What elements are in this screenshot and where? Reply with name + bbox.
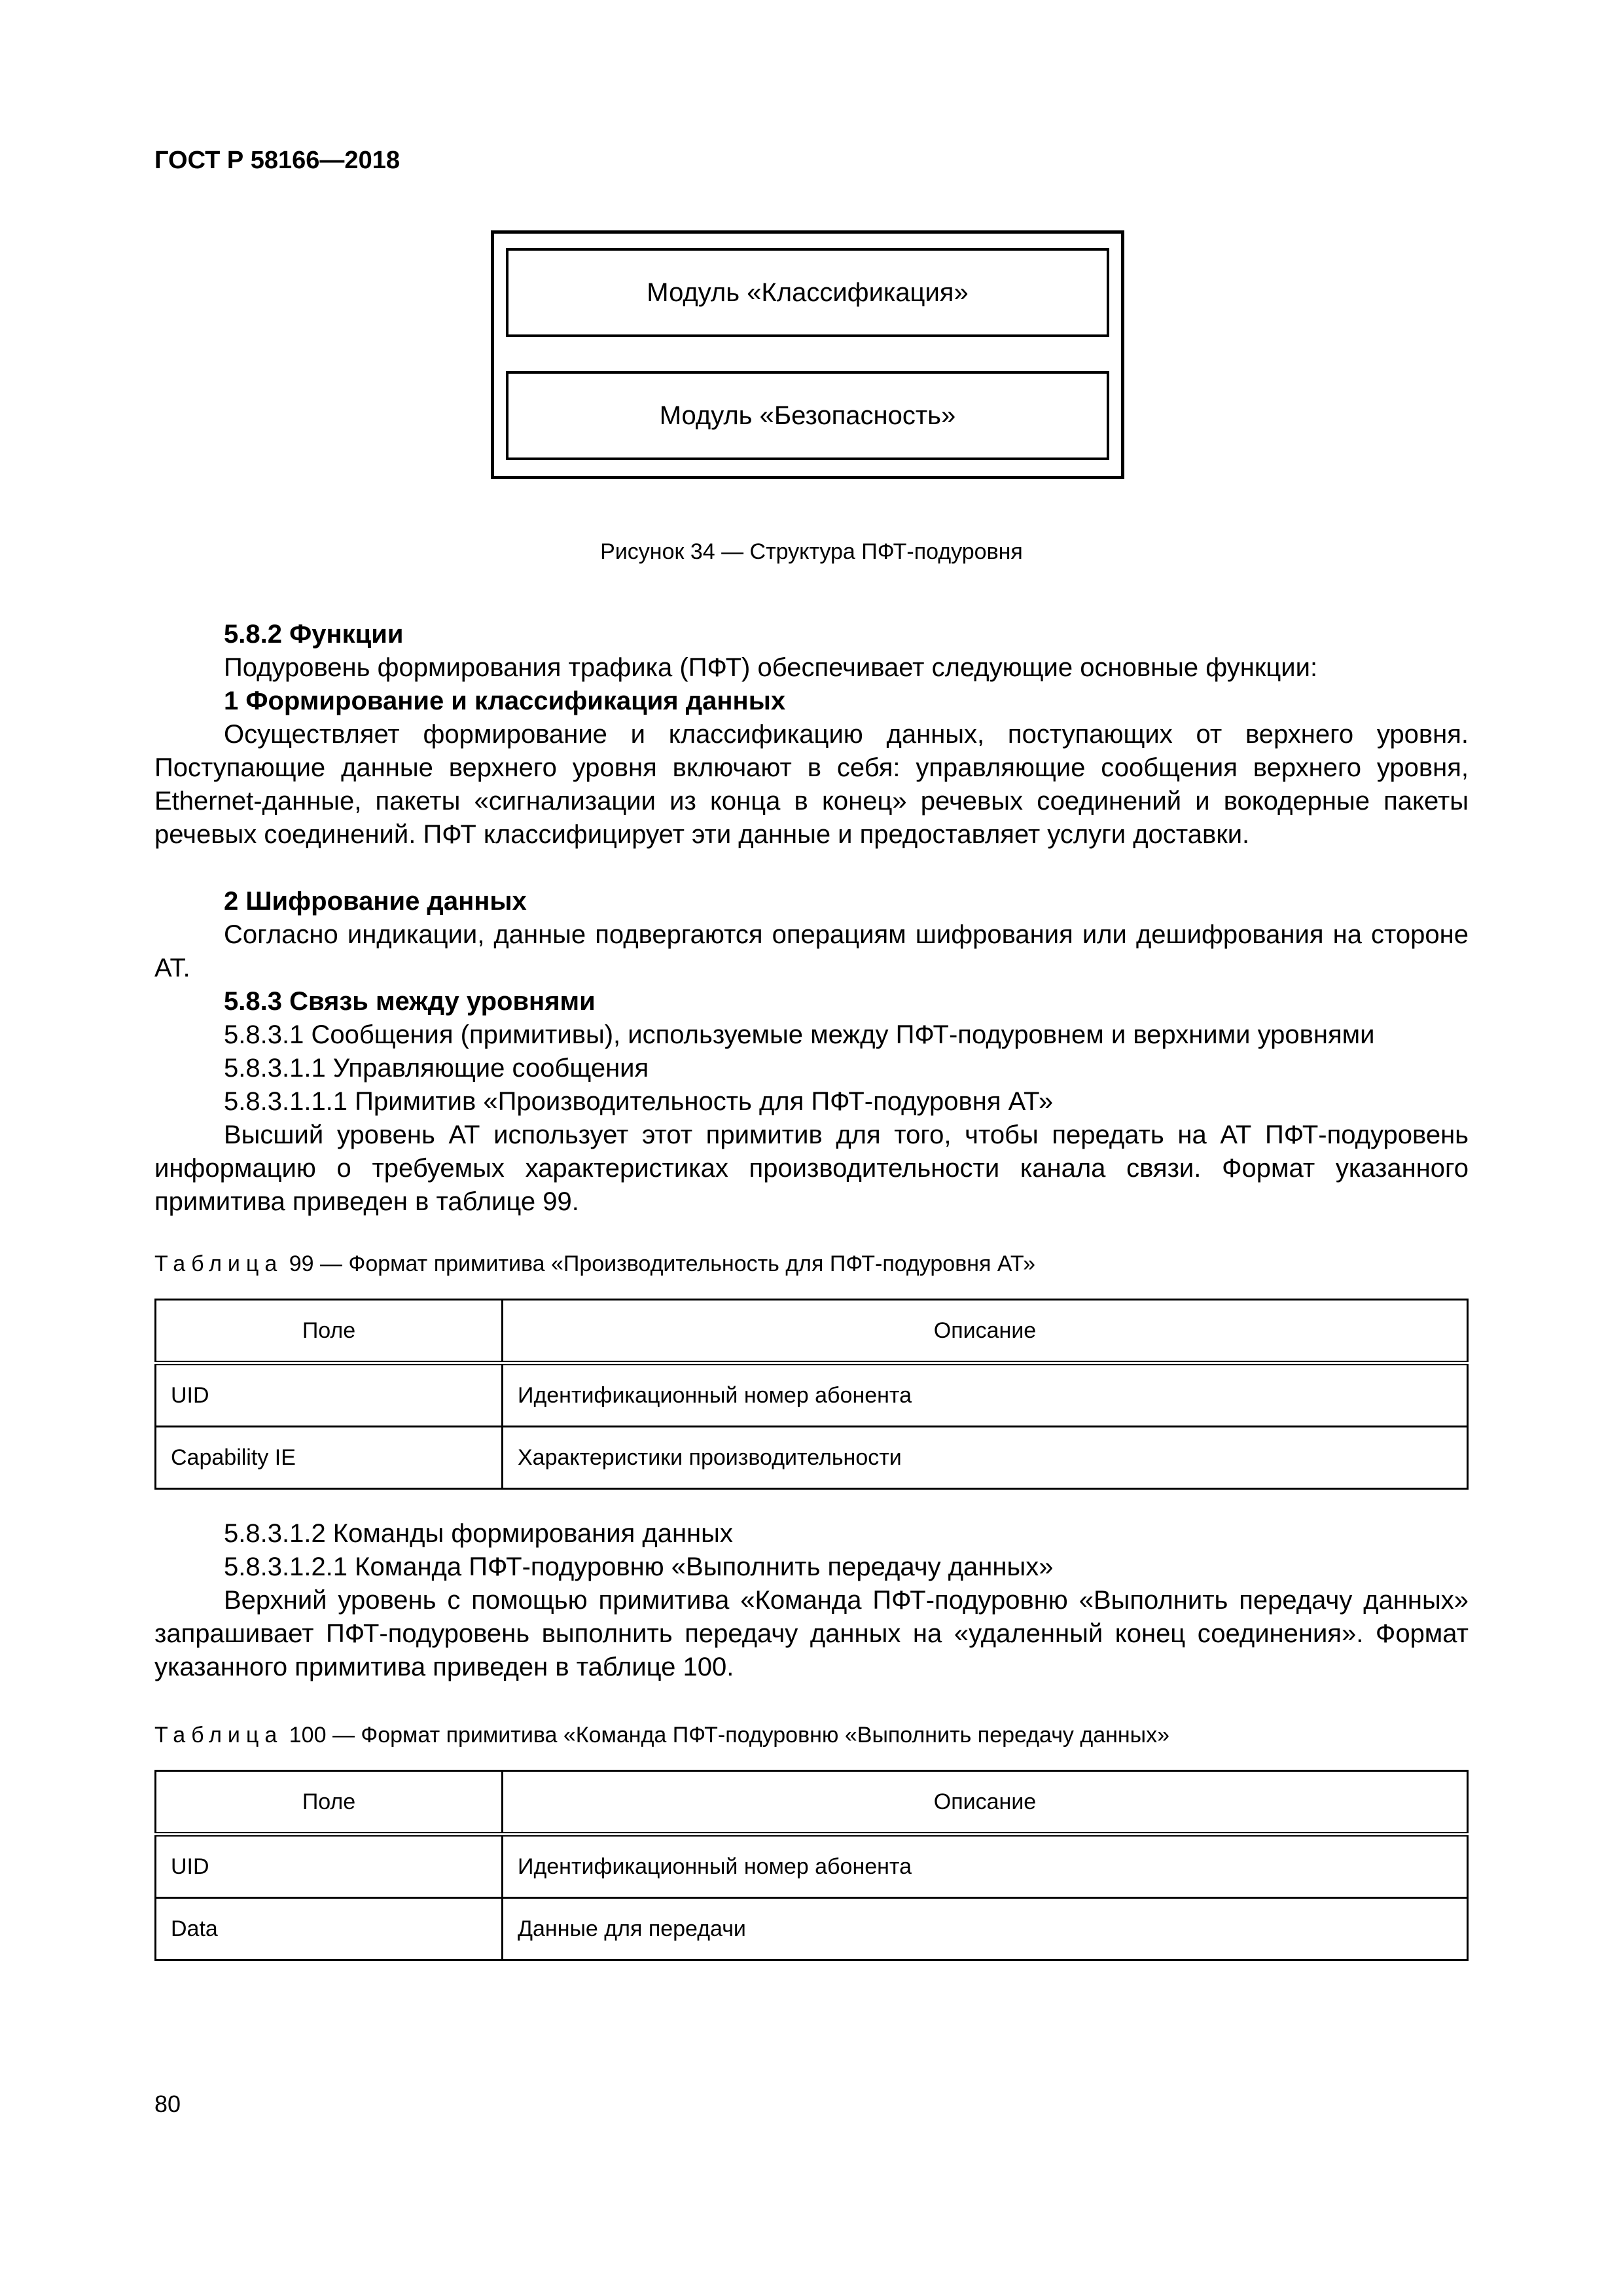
table-row — [156, 1427, 1468, 1489]
table-caption-text: 100 — Формат примитива «Команда ПФТ-подуровню «Выполнить передачу данных» — [289, 1723, 1170, 1748]
subsection-5-8-3-1: 5.8.3.1 Сообщения (примитивы), используемые между ПФТ-подуровнем и верхними уровнями — [224, 1020, 1375, 1049]
table-label: Таблица — [154, 1251, 283, 1276]
primitive-description: Высший уровень АТ использует этот примитив для того, чтобы передать на АТ ПФТ-подуровень информацию о требуемых характеристиках производительности канала связи. Формат указанного примитива приведен в таблице 99. — [154, 1121, 1469, 1216]
subsection-5-8-3-1-2-1: 5.8.3.1.2.1 Команда ПФТ-подуровню «Выполнить передачу данных» — [224, 1552, 1054, 1581]
table-header-row — [156, 1300, 1468, 1363]
cell-field: Data — [156, 1898, 503, 1960]
functions-intro: Подуровень формирования трафика (ПФТ) обеспечивает следующие основные функции: — [224, 653, 1318, 682]
table-99 — [154, 1299, 1469, 1490]
cell-description: Данные для передачи — [503, 1898, 1468, 1960]
command-description: Верхний уровень с помощью примитива «Команда ПФТ-подуровню «Выполнить передачу данных» запрашивает ПФТ-подуровень выполнить передачу данных на «удаленный конец соединения». Формат указанного примитива приведен в таблице 100. — [154, 1586, 1469, 1681]
function-2-title: 2 Шифрование данных — [224, 887, 527, 916]
function-1-text: Осуществляет формирование и классификацию данных, поступающих от верхнего уровня. Поступающие данные верхнего уровня включают в себя: управляющие сообщения верхнего уровня, Ethernet-данные, пакеты «сигнализации из конца в конец» речевых соединений и вокодерные пакеты речевых соединений. ПФТ классифицирует эти данные и предоставляет услуги доставки. — [154, 720, 1469, 849]
table-caption-text: 99 — Формат примитива «Производительность для ПФТ-подуровня АТ» — [289, 1251, 1036, 1276]
page-number: 80 — [154, 2090, 181, 2117]
structure-diagram — [491, 230, 1124, 479]
subsection-5-8-3-1-2: 5.8.3.1.2 Команды формирования данных — [224, 1519, 733, 1548]
header-description: Описание — [503, 1300, 1468, 1363]
module-classification-box: Модуль «Классификация» — [506, 248, 1109, 337]
table-100-caption — [154, 1723, 1169, 1748]
header-description: Описание — [503, 1771, 1468, 1835]
table-header-row — [156, 1771, 1468, 1835]
subsection-5-8-3-1-1-1: 5.8.3.1.1.1 Примитив «Производительность для ПФТ-подуровня АТ» — [224, 1087, 1054, 1116]
cell-field: UID — [156, 1363, 503, 1427]
cell-description: Идентификационный номер абонента — [503, 1363, 1468, 1427]
section-heading-5-8-3: 5.8.3 Связь между уровнями — [224, 987, 596, 1016]
subsection-5-8-3-1-1: 5.8.3.1.1 Управляющие сообщения — [224, 1054, 649, 1083]
table-row — [156, 1835, 1468, 1898]
table-label: Таблица — [154, 1723, 283, 1748]
header-field: Поле — [156, 1300, 503, 1363]
table-100 — [154, 1770, 1469, 1961]
cell-description: Идентификационный номер абонента — [503, 1835, 1468, 1898]
table-row — [156, 1898, 1468, 1960]
cell-field: UID — [156, 1835, 503, 1898]
document-code: ГОСТ Р 58166—2018 — [154, 147, 400, 174]
function-2-text: Согласно индикации, данные подвергаются операциям шифрования или дешифрования на стороне АТ. — [154, 920, 1469, 982]
table-row — [156, 1363, 1468, 1427]
cell-field: Capability IE — [156, 1427, 503, 1489]
cell-description: Характеристики производительности — [503, 1427, 1468, 1489]
module-security-box: Модуль «Безопасность» — [506, 371, 1109, 460]
table-99-caption — [154, 1251, 1035, 1277]
header-field: Поле — [156, 1771, 503, 1835]
function-1-title: 1 Формирование и классификация данных — [224, 687, 786, 715]
figure-caption: Рисунок 34 — Структура ПФТ-подуровня — [600, 539, 1023, 564]
section-heading-5-8-2: 5.8.2 Функции — [224, 620, 404, 649]
